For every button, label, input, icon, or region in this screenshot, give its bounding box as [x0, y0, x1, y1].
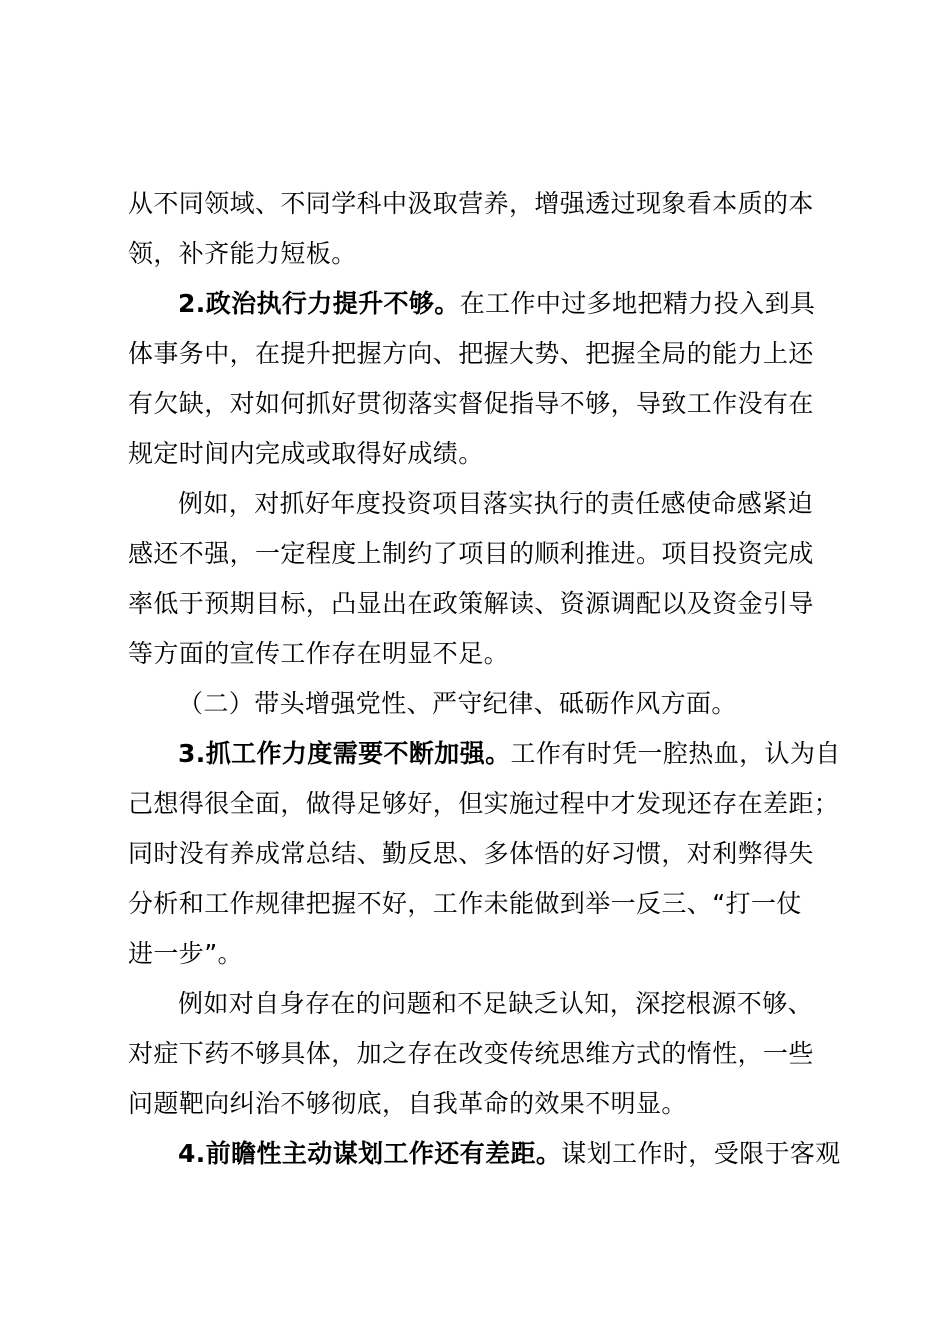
section-heading: 2.政治执行力提升不够。: [178, 289, 460, 318]
paragraph-line: 规定时间内完成或取得好成绩。: [128, 439, 484, 468]
paragraph-line: 问题靶向纠治不够彻底，自我革命的效果不明显。: [128, 1089, 687, 1118]
paragraph-text: 在工作中过多地把精力投入到具: [459, 289, 816, 318]
paragraph-line: 感还不强，一定程度上制约了项目的顺利推进。项目投资完成: [128, 539, 814, 568]
paragraph-text: 工作有时凭一腔热血，认为自: [510, 739, 841, 768]
paragraph-line: 例如对自身存在的问题和不足缺乏认知，深挖根源不够、: [178, 989, 814, 1018]
paragraph-line: 体事务中，在提升把握方向、把握大势、把握全局的能力上还: [128, 339, 814, 368]
section-heading: 4.前瞻性主动谋划工作还有差距。: [178, 1139, 562, 1168]
paragraph-line: 领，补齐能力短板。: [128, 239, 357, 268]
paragraph-line: 对症下药不够具体，加之存在改变传统思维方式的惰性，一些: [128, 1039, 814, 1068]
paragraph-line: 己想得很全面，做得足够好，但实施过程中才发现还存在差距；: [128, 789, 840, 818]
paragraph-text: 谋划工作时，受限于客观: [561, 1139, 841, 1168]
paragraph-line: 进一步”。: [128, 939, 243, 968]
subsection-title: （二）带头增强党性、严守纪律、砥砺作风方面。: [178, 689, 737, 718]
paragraph-line: 同时没有养成常总结、勤反思、多体悟的好习惯，对利弊得失: [128, 839, 814, 868]
paragraph-line: [178, 288, 815, 320]
paragraph-line: 等方面的宣传工作存在明显不足。: [128, 639, 510, 668]
paragraph-line: 例如，对抓好年度投资项目落实执行的责任感使命感紧迫: [178, 489, 814, 518]
paragraph-line: [178, 738, 841, 770]
section-heading: 3.抓工作力度需要不断加强。: [178, 739, 511, 768]
paragraph-line: 率低于预期目标，凸显出在政策解读、资源调配以及资金引导: [128, 589, 814, 618]
paragraph-line: 有欠缺，对如何抓好贯彻落实督促指导不够，导致工作没有在: [128, 389, 814, 418]
paragraph-line: 从不同领域、不同学科中汲取营养，增强透过现象看本质的本: [128, 189, 814, 218]
paragraph-line: [178, 1138, 841, 1170]
paragraph-line: 分析和工作规律把握不好，工作未能做到举一反三、“打一仗: [128, 889, 802, 918]
